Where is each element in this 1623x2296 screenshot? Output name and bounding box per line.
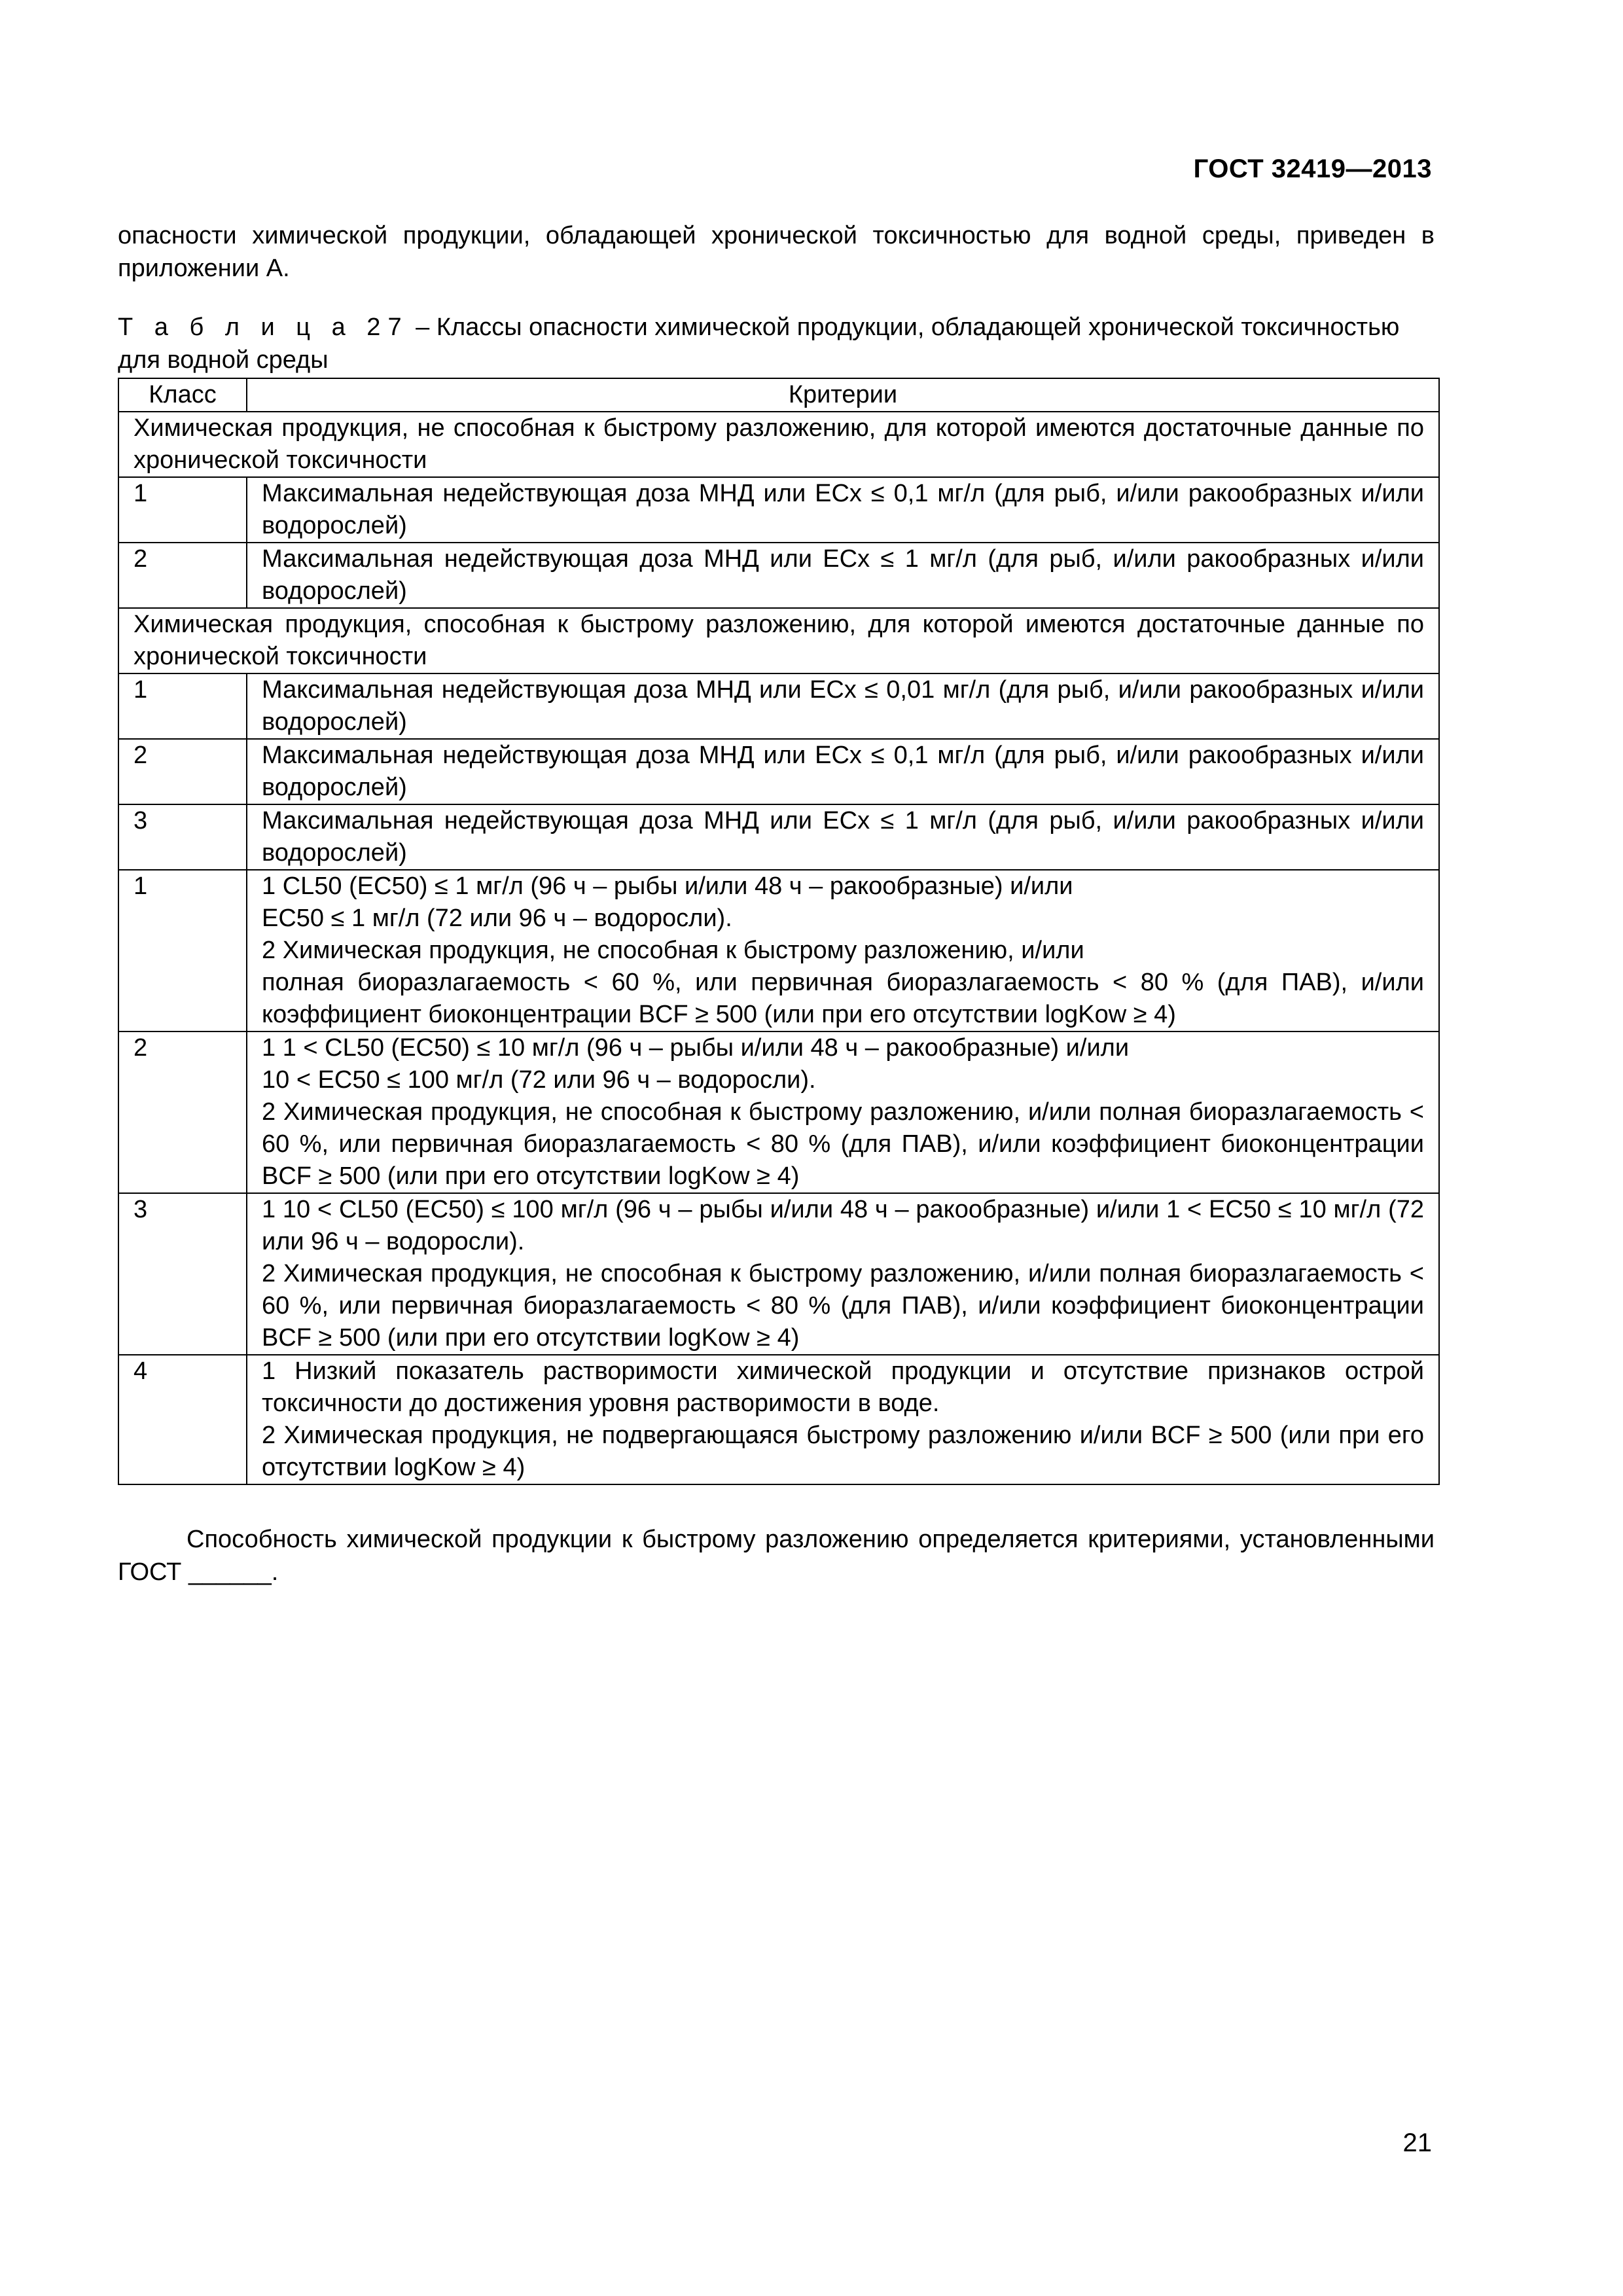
table-cell-class: 2 (118, 739, 247, 804)
table-row (118, 673, 1439, 739)
hazard-classes-table (118, 378, 1440, 1485)
criteria-line: 1 Низкий показатель растворимости химической продукции и отсутствие признаков острой токсичности до достижения уровня растворимости в воде. (262, 1357, 1424, 1417)
table-row (118, 739, 1439, 804)
criteria-line: Максимальная недействующая доза МНД или ECx ≤ 0,1 мг/л (для рыб, и/или ракообразных и/или водорослей) (262, 742, 1424, 801)
table-cell-class: 3 (118, 1193, 247, 1355)
criteria-line: Максимальная недействующая доза МНД или ECx ≤ 1 мг/л (для рыб, и/или ракообразных и/или водорослей) (262, 545, 1424, 605)
criteria-line: 1 1 < CL50 (EC50) ≤ 10 мг/л (96 ч – рыбы и/или 48 ч – ракообразные) и/или (262, 1034, 1130, 1062)
table-cell-class: 1 (118, 477, 247, 543)
table-caption (118, 311, 1435, 376)
criteria-line: 2 Химическая продукция, не подвергающаяся быстрому разложению и/или BCF ≥ 500 (или при его отсутствии logKow ≥ 4) (262, 1422, 1424, 1481)
criteria-line: EC50 ≤ 1 мг/л (72 или 96 ч – водоросли). (262, 905, 732, 932)
criteria-line: полная биоразлагаемость < 60 %, или первичная биоразлагаемость < 80 % (для ПАВ), и/или коэффициент биоконцентрации BCF ≥ 500 (или при его отсутствии logKow ≥ 4) (262, 969, 1424, 1028)
criteria-line: 2 Химическая продукция, не способная к быстрому разложению, и/или полная биоразлагаемость < 60 %, или первичная биоразлагаемость < 80 % (для ПАВ), и/или коэффициент биоконцентрации BCF ≥ 500 (или при его отсутствии logKow ≥ 4) (262, 1260, 1424, 1352)
table-cell-criteria (247, 739, 1439, 804)
column-header-criteria: Критерии (247, 378, 1439, 412)
table-row (118, 543, 1439, 608)
table-group-heading: Химическая продукция, не способная к быстрому разложению, для которой имеются достаточные данные по хронической токсичности (118, 412, 1439, 477)
criteria-line: 10 < EC50 ≤ 100 мг/л (72 или 96 ч – водоросли). (262, 1066, 816, 1094)
table-header-row (118, 378, 1439, 412)
criteria-line: 2 Химическая продукция, не способная к быстрому разложению, и/или (262, 937, 1084, 964)
table-cell-criteria (247, 870, 1439, 1031)
table-row (118, 870, 1439, 1031)
table-cell-class: 2 (118, 1031, 247, 1193)
criteria-line: Максимальная недействующая доза МНД или ECx ≤ 0,1 мг/л (для рыб, и/или ракообразных и/или водорослей) (262, 480, 1424, 539)
table-row (118, 1193, 1439, 1355)
table-row (118, 477, 1439, 543)
table-group-heading-row (118, 608, 1439, 673)
table-cell-class: 1 (118, 870, 247, 1031)
table-row (118, 804, 1439, 870)
table-cell-criteria (247, 804, 1439, 870)
table-cell-criteria (247, 477, 1439, 543)
table-cell-criteria (247, 1355, 1439, 1484)
table-cell-class: 4 (118, 1355, 247, 1484)
table-cell-class: 3 (118, 804, 247, 870)
table-caption-text: – Классы опасности химической продукции, обладающей хронической токсичностью для водной среды (118, 314, 1400, 374)
table-group-heading-row (118, 412, 1439, 477)
page-number: 21 (1402, 2128, 1432, 2157)
criteria-line: Максимальная недействующая доза МНД или ECx ≤ 0,01 мг/л (для рыб, и/или ракообразных и/или водорослей) (262, 676, 1424, 736)
table-group-heading: Химическая продукция, способная к быстрому разложению, для которой имеются достаточные данные по хронической токсичности (118, 608, 1439, 673)
table-row (118, 1355, 1439, 1484)
intro-paragraph: опасности химической продукции, обладающей хронической токсичностью для водной среды, приведен в приложении А. (118, 222, 1435, 282)
table-caption-label: Т а б л и ц а 27 (118, 314, 409, 341)
table-cell-criteria (247, 1193, 1439, 1355)
table-cell-criteria (247, 1031, 1439, 1193)
table-cell-criteria (247, 543, 1439, 608)
table-row (118, 1031, 1439, 1193)
column-header-class: Класс (118, 378, 247, 412)
criteria-line: Максимальная недействующая доза МНД или ECx ≤ 1 мг/л (для рыб, и/или ракообразных и/или водорослей) (262, 807, 1424, 867)
table-cell-class: 2 (118, 543, 247, 608)
criteria-line: 2 Химическая продукция, не способная к быстрому разложению, и/или полная биоразлагаемость < 60 %, или первичная биоразлагаемость < 80 % (для ПАВ), и/или коэффициент биоконцентрации BCF ≥ 500 (или при его отсутствии logKow ≥ 4) (262, 1098, 1424, 1190)
closing-paragraph: Способность химической продукции к быстрому разложению определяется критериями, установленными ГОСТ ______. (118, 1526, 1435, 1586)
table-cell-class: 1 (118, 673, 247, 739)
criteria-line: 1 10 < CL50 (EC50) ≤ 100 мг/л (96 ч – рыбы и/или 48 ч – ракообразные) и/или 1 < EC50 ≤ 10 мг/л (72 или 96 ч – водоросли). (262, 1196, 1424, 1255)
document-number-header: ГОСТ 32419—2013 (1193, 154, 1432, 183)
criteria-line: 1 CL50 (EC50) ≤ 1 мг/л (96 ч – рыбы и/или 48 ч – ракообразные) и/или (262, 872, 1073, 900)
table-body (118, 378, 1439, 1484)
table-cell-criteria (247, 673, 1439, 739)
